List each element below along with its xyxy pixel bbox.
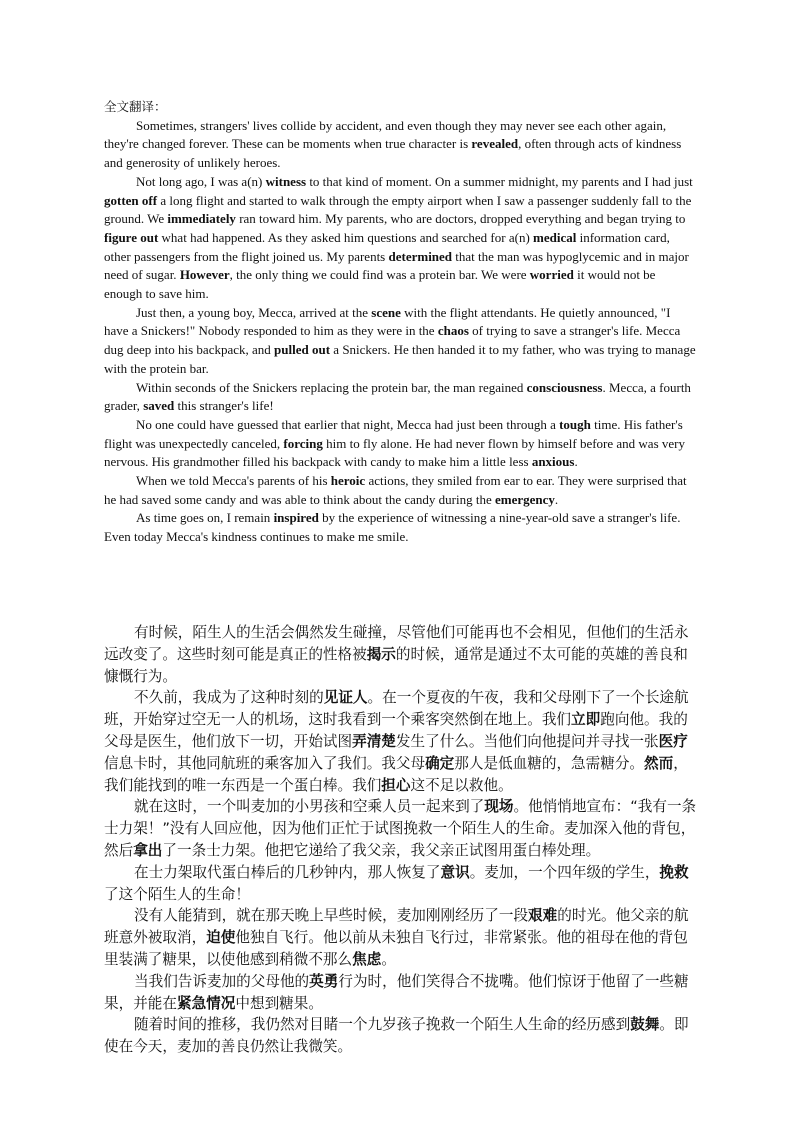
chinese-text: 。即使在今天，麦加的善良仍然让我微笑。 (104, 1016, 689, 1056)
chinese-keyword: 确定 (425, 754, 455, 772)
english-keyword: tough (559, 416, 591, 432)
english-text: him to fly alone. He had never flown by himself before and was very nervous. His grandmother filled his backpack with candy to make him a little less (104, 435, 685, 470)
chinese-keyword: 医疗 (658, 732, 688, 750)
english-text: , often through acts of kindness and generosity of unlikely heroes. (104, 136, 682, 171)
english-text: this stranger's life! (174, 398, 274, 414)
chinese-text: 发生了什么。当他们向他提问并寻找一张 (395, 732, 659, 750)
chinese-keyword: 紧急情况 (176, 994, 236, 1012)
chinese-text: 中想到糖果。 (235, 994, 323, 1012)
english-text: information card, other passengers from the flight joined us. My parents (104, 229, 670, 264)
english-passage (104, 98, 696, 547)
english-paragraph (104, 173, 696, 304)
chinese-text: 跑向他。我的父母是医生，他们放下一切，开始试图 (104, 711, 688, 750)
chinese-text: 他独自飞行。他以前从未独自飞行过，非常紧张。他的祖母在他的背包里装满了糖果，以使他感到稍微不那么 (104, 929, 688, 968)
chinese-text: 不久前，我成为了这种时刻的 (134, 689, 324, 707)
english-keyword: revealed (471, 136, 519, 152)
english-text: . (574, 454, 578, 470)
english-keyword: saved (143, 398, 175, 414)
chinese-text: 当我们告诉麦加的父母他的 (134, 972, 310, 990)
chinese-paragraph (104, 862, 698, 906)
chinese-text: 就在这时，一个叫麦加的小男孩和空乘人员一起来到了 (134, 798, 485, 816)
chinese-text: 信息卡时，其他同航班的乘客加入了我们。我父母 (104, 754, 426, 772)
chinese-paragraph (104, 687, 698, 796)
english-text: When we told Mecca's parents of his (136, 473, 331, 489)
english-text: . (554, 491, 559, 507)
english-text: As time goes on, I remain (136, 510, 274, 526)
chinese-text: ，我们能找到的唯一东西是一个蛋白棒。我们 (104, 754, 688, 794)
translation-heading: 全文翻译： (104, 99, 167, 114)
english-keyword: emergency (494, 491, 555, 507)
chinese-keyword: 立即 (571, 711, 601, 729)
english-text: Within seconds of the Snickers replacing the protein bar, the man regained (136, 379, 527, 395)
english-paragraphs (104, 117, 696, 547)
chinese-text: 行为时，他们笑得合不拢嘴。他们惊讶于他留了一些糖果，并能在 (104, 972, 689, 1012)
english-text: with the flight attendants. He quietly announced, "I have a Snickers!" Nobody responded to him as they were in the (104, 304, 671, 339)
english-keyword: immediately (167, 211, 236, 227)
english-text: of trying to save a stranger's life. Mecca dug deep into his backpack, and (104, 323, 681, 358)
chinese-paragraph (104, 971, 698, 1015)
english-text: , the only thing we could find was a protein bar. We were (229, 267, 530, 283)
chinese-paragraph (104, 1014, 698, 1058)
english-paragraph (104, 117, 696, 173)
english-text: to that kind of moment. On a summer midnight, my parents and I had just (306, 173, 693, 189)
english-text: ran toward him. My parents, who are doctors, dropped everything and began trying to (235, 211, 686, 227)
english-text: Sometimes, strangers' lives collide by accident, and even though they may never see each other again, they're changed forever. These can be moments when true character is (104, 117, 667, 152)
chinese-paragraph (104, 796, 698, 861)
english-paragraph (104, 379, 696, 416)
chinese-keyword: 焦虑 (352, 950, 382, 968)
english-keyword: determined (388, 248, 453, 264)
english-keyword: worried (529, 267, 574, 283)
english-text: a long flight and started to walk through the empty airport when I saw a passenger suddenly fall to the ground. We (104, 192, 692, 227)
chinese-translation (104, 622, 698, 1058)
english-keyword: chaos (437, 323, 469, 339)
chinese-text: 。麦加，一个四年级的学生， (469, 863, 660, 881)
english-keyword: forcing (283, 435, 323, 451)
english-keyword: witness (265, 173, 307, 189)
english-keyword: heroic (330, 473, 366, 489)
english-text: actions, they smiled from ear to ear. They were surprised that he had saved some candy and was able to think about the candy during the (104, 473, 687, 507)
english-paragraph (104, 472, 696, 509)
chinese-text: 有时候，陌生人的生活会偶然发生碰撞，尽管他们可能再也不会相见，但他们的生活永远改变了。这些时刻可能是真正的性格被 (104, 624, 689, 663)
english-text: time. His father's flight was unexpectedly canceled, (104, 416, 683, 451)
english-keyword: pulled out (274, 342, 331, 358)
english-paragraph (104, 304, 696, 379)
english-text: it would not be enough to save him. (104, 267, 656, 302)
english-text: . Mecca, a fourth grader, (104, 379, 691, 414)
chinese-text: 。 (381, 950, 396, 968)
chinese-keyword: 担心 (381, 776, 411, 794)
chinese-text: 在士力架取代蛋白棒后的几秒钟内，那人恢复了 (134, 863, 441, 881)
chinese-text: 了一条士力架。他把它递给了我父亲，我父亲正试图用蛋白棒处理。 (162, 841, 601, 859)
english-keyword: consciousness (526, 379, 603, 395)
chinese-keyword: 见证人 (323, 689, 368, 707)
chinese-text: 。在一个夏夜的午夜，我和父母刚下了一个长途航班，开始穿过空无一人的机场，这时我看到一个乘客突然倒在地上。我们 (104, 689, 689, 729)
english-text: Just then, a young boy, Mecca, arrived at the (136, 304, 372, 320)
chinese-keyword: 迫使 (206, 929, 236, 947)
english-paragraph (104, 509, 696, 546)
english-text: by the experience of witnessing a nine-year-old save a stranger's life. Even today Mecca's kindness continues to make me smile. (104, 510, 681, 545)
english-keyword: inspired (273, 510, 319, 526)
chinese-text: 的时候，通常是通过不太可能的英雄的善良和慷慨行为。 (104, 645, 688, 685)
chinese-keyword: 弄清楚 (352, 732, 396, 750)
chinese-keyword: 鼓舞 (630, 1016, 660, 1034)
chinese-text: 了这个陌生人的生命！ (104, 885, 250, 903)
chinese-text: 这不足以救他。 (410, 776, 513, 794)
english-keyword: figure out (104, 229, 159, 245)
chinese-paragraph (104, 622, 698, 687)
chinese-text: 。他悄悄地宣布：“我有一条士力架！”没有人回应他，因为他们正忙于试图挽救一个陌生人的生命。麦加深入他的背包，然后 (104, 798, 697, 859)
english-text: a Snickers. He then handed it to my father, who was trying to manage with the protein bar. (104, 342, 696, 376)
english-text: what had happened. As they asked him questions and searched for a(n) (158, 229, 534, 245)
chinese-keyword: 意识 (440, 863, 470, 881)
chinese-paragraph (104, 905, 698, 970)
chinese-keyword: 拿出 (133, 841, 163, 859)
chinese-keyword: 英勇 (309, 972, 339, 990)
english-keyword: medical (533, 229, 577, 245)
chinese-text: 随着时间的推移，我仍然对目睹一个九岁孩子挽救一个陌生人生命的经历感到 (134, 1016, 631, 1034)
english-keyword: However (179, 267, 230, 283)
chinese-text: 那人是低血糖的，急需糖分。 (454, 754, 645, 772)
english-paragraph (104, 416, 696, 472)
chinese-keyword: 挽救 (659, 863, 689, 881)
english-keyword: anxious (531, 454, 575, 470)
english-text: that the man was hypoglycemic and in major need of sugar. (104, 248, 689, 283)
english-text: No one could have guessed that earlier that night, Mecca had just been through a (136, 416, 560, 432)
chinese-text: 没有人能猜到，就在那天晚上早些时候，麦加刚刚经历了一段 (134, 907, 529, 925)
chinese-text: 的时光。他父亲的航班意外被取消， (104, 907, 689, 947)
english-text: Not long ago, I was a(n) (136, 173, 266, 189)
chinese-keyword: 艰难 (528, 907, 558, 925)
english-keyword: scene (371, 304, 401, 320)
chinese-keyword: 现场 (484, 798, 514, 816)
chinese-keyword: 揭示 (366, 645, 396, 663)
english-keyword: gotten off (104, 192, 158, 208)
chinese-keyword: 然而 (644, 754, 674, 772)
